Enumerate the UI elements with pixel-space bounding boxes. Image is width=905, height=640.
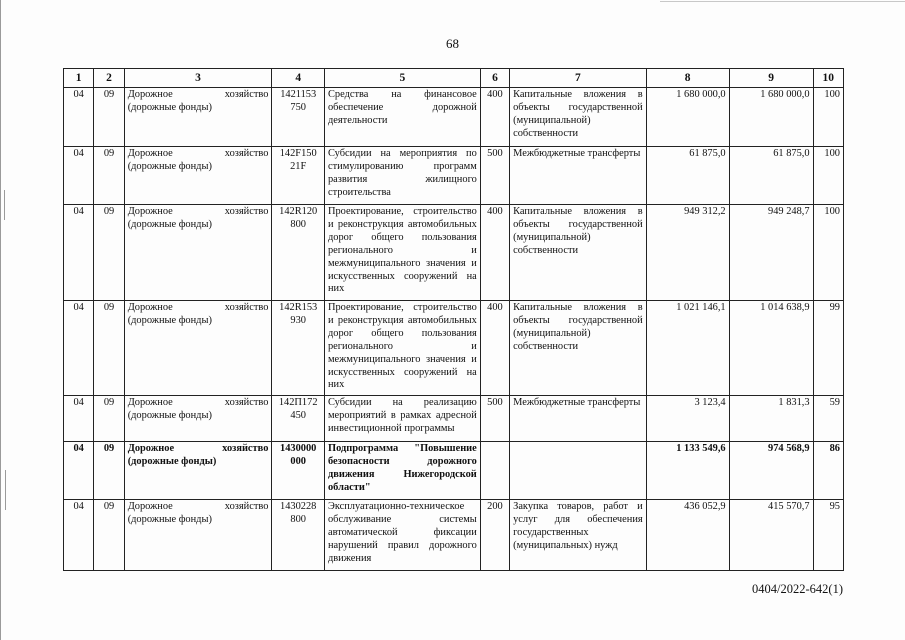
executed-amount: 974 568,9 bbox=[729, 442, 813, 500]
expense-description: Субсидии на реализацию мероприятий в рамках адресной инвестиционной программы bbox=[324, 396, 480, 442]
table-row bbox=[64, 205, 844, 301]
executed-amount: 1 014 638,9 bbox=[729, 301, 813, 396]
target-article-code: 1421153 750 bbox=[272, 88, 325, 147]
section-code: 04 bbox=[64, 396, 94, 442]
page-number: 68 bbox=[446, 36, 459, 51]
section-code: 04 bbox=[64, 500, 94, 571]
section-code: 04 bbox=[64, 205, 94, 301]
budget-table bbox=[63, 68, 844, 571]
executed-amount: 1 680 000,0 bbox=[729, 88, 813, 147]
subprogram-row bbox=[64, 442, 844, 500]
expense-type-code: 400 bbox=[480, 205, 509, 301]
execution-percent: 100 bbox=[813, 205, 843, 301]
document-code: 0404/2022-642(1) bbox=[752, 582, 843, 596]
expense-type-name: Капитальные вложения в объекты государственной (муниципальной) собственности bbox=[510, 88, 647, 147]
column-header: 3 bbox=[124, 69, 272, 88]
section-name: Дорожное хозяйство (дорожные фонды) bbox=[124, 147, 272, 205]
column-header: 1 bbox=[64, 69, 94, 88]
section-name: Дорожное хозяйство (дорожные фонды) bbox=[124, 88, 272, 147]
target-article-code: 1430000 000 bbox=[272, 442, 325, 500]
section-name: Дорожное хозяйство (дорожные фонды) bbox=[124, 500, 272, 571]
subsection-code: 09 bbox=[94, 301, 124, 396]
section-code: 04 bbox=[64, 147, 94, 205]
expense-type-code: 500 bbox=[480, 396, 509, 442]
expense-type-code: 400 bbox=[480, 301, 509, 396]
expense-description: Проектирование, строительство и реконструкция автомобильных дорог общего пользования регионального и межмуниципального значения и искусственных сооружений на них bbox=[324, 205, 480, 301]
table-row bbox=[64, 88, 844, 147]
execution-percent: 99 bbox=[813, 301, 843, 396]
subsection-code: 09 bbox=[94, 205, 124, 301]
column-header: 5 bbox=[324, 69, 480, 88]
planned-amount: 1 021 146,1 bbox=[646, 301, 729, 396]
section-code: 04 bbox=[64, 301, 94, 396]
scan-edge-mark bbox=[4, 190, 5, 220]
planned-amount: 1 680 000,0 bbox=[646, 88, 729, 147]
planned-amount: 949 312,2 bbox=[646, 205, 729, 301]
column-header: 8 bbox=[646, 69, 729, 88]
table-row bbox=[64, 147, 844, 205]
table-row bbox=[64, 500, 844, 571]
header-row bbox=[64, 69, 844, 88]
column-header: 7 bbox=[510, 69, 647, 88]
expense-type-code: 400 bbox=[480, 88, 509, 147]
expense-type-name: Межбюджетные трансферты bbox=[510, 396, 647, 442]
target-article-code: 142П172 450 bbox=[272, 396, 325, 442]
scan-edge-mark bbox=[5, 470, 6, 510]
scan-edge-mark bbox=[660, 1, 905, 2]
expense-type-name: Капитальные вложения в объекты государственной (муниципальной) собственности bbox=[510, 301, 647, 396]
expense-type-name bbox=[510, 442, 647, 500]
section-name: Дорожное хозяйство (дорожные фонды) bbox=[124, 205, 272, 301]
scan-edge-mark bbox=[0, 0, 1, 640]
target-article-code: 142R120 800 bbox=[272, 205, 325, 301]
target-article-code: 1430228 800 bbox=[272, 500, 325, 571]
subprogram-title: Подпрограмма "Повышение безопасности дорожного движения Нижегородской области" bbox=[324, 442, 480, 500]
execution-percent: 95 bbox=[813, 500, 843, 571]
executed-amount: 415 570,7 bbox=[729, 500, 813, 571]
expense-type-code bbox=[480, 442, 509, 500]
subsection-code: 09 bbox=[94, 88, 124, 147]
column-header: 10 bbox=[813, 69, 843, 88]
section-name: Дорожное хозяйство (дорожные фонды) bbox=[124, 396, 272, 442]
expense-description: Субсидии на мероприятия по стимулированию программ развития жилищного строительства bbox=[324, 147, 480, 205]
table-row bbox=[64, 396, 844, 442]
execution-percent: 100 bbox=[813, 88, 843, 147]
execution-percent: 86 bbox=[813, 442, 843, 500]
expense-type-name: Закупка товаров, работ и услуг для обеспечения государственных (муниципальных) нужд bbox=[510, 500, 647, 571]
section-code: 04 bbox=[64, 442, 94, 500]
subsection-code: 09 bbox=[94, 396, 124, 442]
executed-amount: 1 831,3 bbox=[729, 396, 813, 442]
subsection-code: 09 bbox=[94, 500, 124, 571]
planned-amount: 436 052,9 bbox=[646, 500, 729, 571]
column-header: 6 bbox=[480, 69, 509, 88]
execution-percent: 59 bbox=[813, 396, 843, 442]
target-article-code: 142R153 930 bbox=[272, 301, 325, 396]
executed-amount: 61 875,0 bbox=[729, 147, 813, 205]
expense-type-name: Межбюджетные трансферты bbox=[510, 147, 647, 205]
subsection-code: 09 bbox=[94, 147, 124, 205]
section-name: Дорожное хозяйство (дорожные фонды) bbox=[124, 301, 272, 396]
expense-description: Средства на финансовое обеспечение дорожной деятельности bbox=[324, 88, 480, 147]
planned-amount: 3 123,4 bbox=[646, 396, 729, 442]
planned-amount: 61 875,0 bbox=[646, 147, 729, 205]
expense-description: Проектирование, строительство и реконструкция автомобильных дорог общего пользования регионального и межмуниципального значения и искусственных сооружений на них bbox=[324, 301, 480, 396]
planned-amount: 1 133 549,6 bbox=[646, 442, 729, 500]
column-header: 2 bbox=[94, 69, 124, 88]
section-name: Дорожное хозяйство (дорожные фонды) bbox=[124, 442, 272, 500]
section-code: 04 bbox=[64, 88, 94, 147]
expense-description: Эксплуатационно-техническое обслуживание системы автоматической фиксации нарушений правил дорожного движения bbox=[324, 500, 480, 571]
table-row bbox=[64, 301, 844, 396]
expense-type-code: 500 bbox=[480, 147, 509, 205]
expense-type-name: Капитальные вложения в объекты государственной (муниципальной) собственности bbox=[510, 205, 647, 301]
column-header: 4 bbox=[272, 69, 325, 88]
column-header: 9 bbox=[729, 69, 813, 88]
execution-percent: 100 bbox=[813, 147, 843, 205]
expense-type-code: 200 bbox=[480, 500, 509, 571]
subsection-code: 09 bbox=[94, 442, 124, 500]
executed-amount: 949 248,7 bbox=[729, 205, 813, 301]
target-article-code: 142F150 21F bbox=[272, 147, 325, 205]
